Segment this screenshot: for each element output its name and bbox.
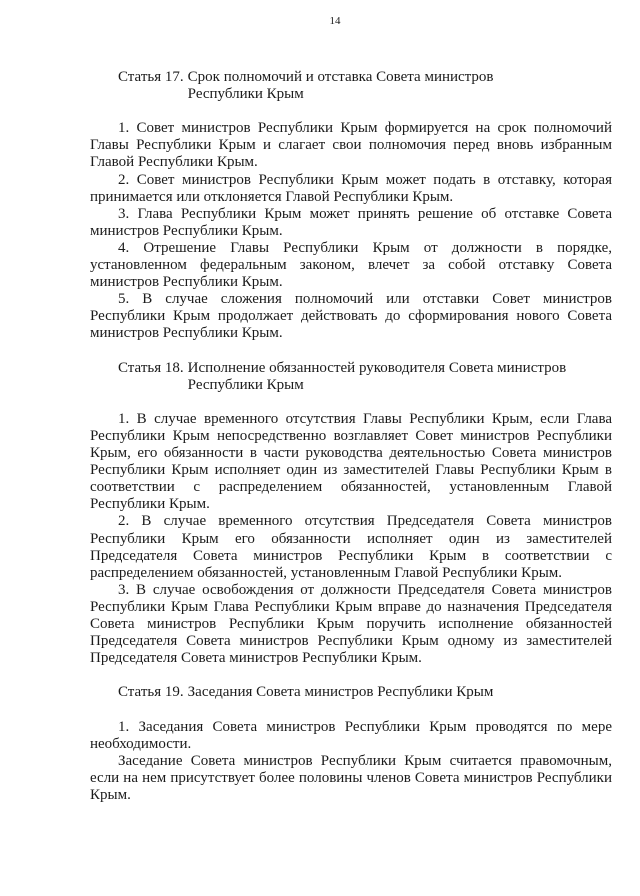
article-17-title-line-1: Срок полномочий и отставка Совета министров — [187, 69, 494, 85]
article-18-title — [188, 360, 567, 394]
article-19 — [90, 684, 612, 804]
article-17-body — [90, 120, 612, 342]
article-18-title-line-1: Исполнение обязанностей руководителя Совета министров — [187, 359, 567, 376]
article-19-heading — [90, 684, 612, 701]
article-17-paragraph-1: 1. Совет министров Республики Крым формируется на срок полномочий Главы Республики Крым и слагает свои полномочия перед вновь избранным Главой Республики Крым. — [90, 120, 612, 171]
article-17-paragraph-5: 5. В случае сложения полномочий или отставки Совет министров Республики Крым продолжает действовать до сформирования нового Совета министров Республики Крым. — [90, 291, 612, 342]
article-18-paragraph-2: 2. В случае временного отсутствия Председателя Совета министров Республики Крым его обязанности исполняет один из заместителей Председателя Совета министров Республики Крым в соответствии с распределением обязанностей, установленным Главой Республики Крым. — [90, 513, 612, 581]
article-17-paragraph-4: 4. Отрешение Главы Республики Крым от должности в порядке, установленном федеральным законом, влечет за собой отставку Совета министров Республики Крым. — [90, 239, 612, 291]
article-18 — [90, 360, 612, 668]
article-18-label: Статья 18. — [118, 359, 184, 376]
article-18-heading — [90, 360, 612, 394]
article-17-label: Статья 17. — [118, 69, 184, 85]
article-18-paragraph-3: 3. В случае освобождения от должности Председателя Совета министров Республики Крым Глава Республики Крым вправе до назначения Председателя Совета министров Республики Крым поручить исполнение обязанностей Председателя Совета министров Республики Крым одному из заместителей Председателя Совета министров Республики Крым. — [90, 581, 612, 667]
page-number: 14 — [329, 15, 341, 27]
article-19-title-line-1: Заседания Совета министров Республики Крым — [187, 684, 494, 701]
article-17-paragraph-2: 2. Совет министров Республики Крым может подать в отставку, которая принимается или отклоняется Главой Республики Крым. — [90, 171, 612, 205]
article-18-body — [90, 411, 612, 667]
article-17-title — [188, 69, 494, 103]
article-17-title-line-2: Республики Крым — [187, 86, 304, 103]
article-19-title — [188, 684, 494, 701]
article-17 — [90, 69, 612, 343]
article-19-body — [90, 719, 612, 804]
document-body — [90, 69, 612, 804]
article-19-paragraph-1: 1. Заседания Совета министров Республики Крым проводятся по мере необходимости. — [90, 718, 612, 752]
article-19-label: Статья 19. — [118, 684, 184, 701]
article-18-title-line-2: Республики Крым — [187, 376, 304, 393]
article-19-paragraph-2: Заседание Совета министров Республики Крым считается правомочным, если на нем присутствует более половины членов Совета министров Республики Крым. — [90, 752, 612, 803]
article-18-paragraph-1: 1. В случае временного отсутствия Главы Республики Крым, если Глава Республики Крым непосредственно возглавляет Совет министров Республики Крым, его обязанности в части руководства деятельностью Совета министров Республики Крым исполняет один из заместителей Главы Республики Крым в соответствии с распределением обязанностей, установленным Главой Республики Крым. — [90, 410, 612, 513]
article-17-paragraph-3: 3. Глава Республики Крым может принять решение об отставке Совета министров Республики Крым. — [90, 205, 612, 239]
article-17-heading — [90, 69, 612, 103]
